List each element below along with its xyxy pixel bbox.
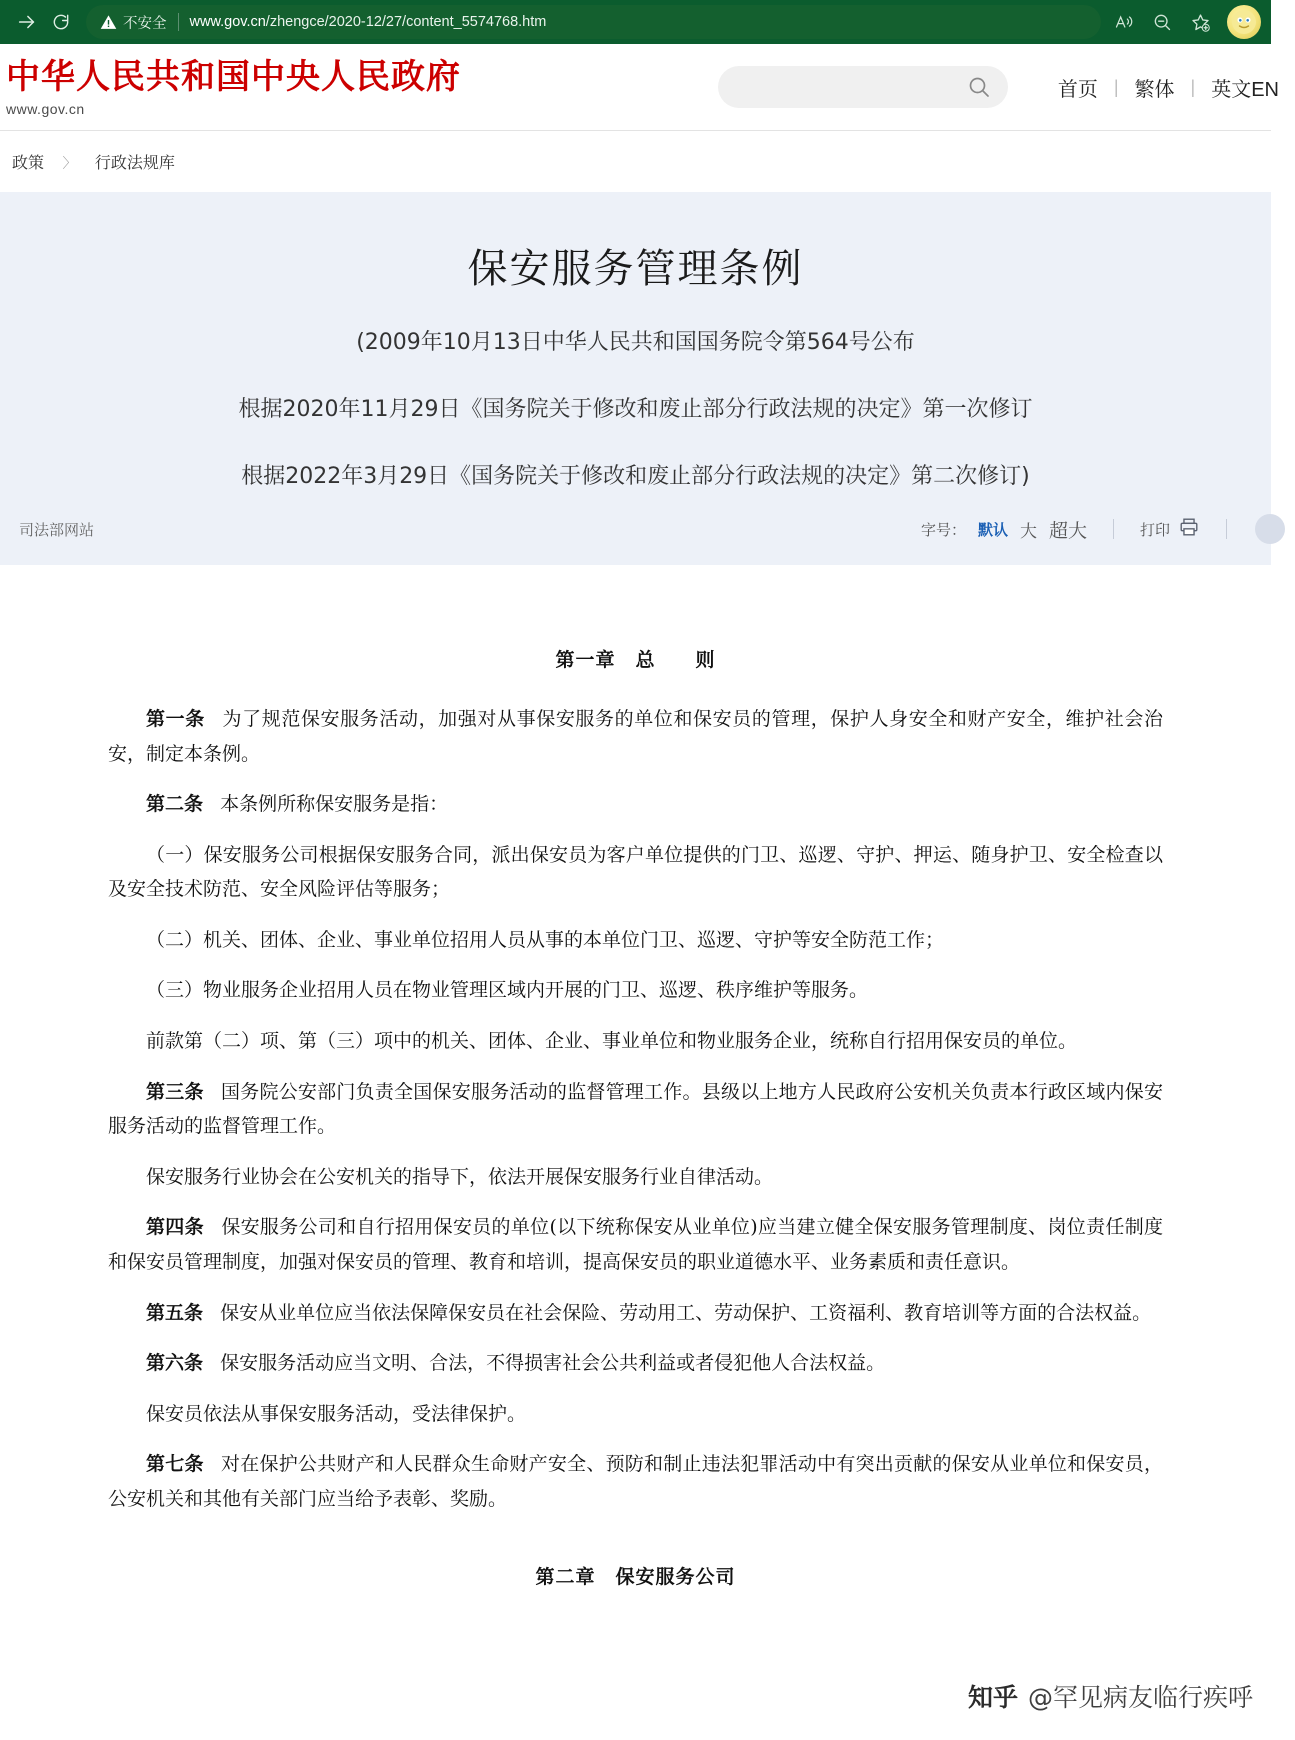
reload-button[interactable] [44, 5, 78, 39]
zhihu-logo: 知乎 [967, 1683, 1018, 1712]
forward-button[interactable] [10, 5, 44, 39]
document-title-block [0, 192, 1271, 493]
article-text: 保安服务活动应当文明、合法，不得损害社会公共利益或者侵犯他人合法权益。 [220, 1352, 886, 1375]
document-subtitle-line-1: (2009年10月13日中华人民共和国国务院令第564号公布 [356, 330, 915, 355]
watermark-username: @罕见病友临行疾呼 [1027, 1683, 1253, 1712]
site-logo[interactable] [6, 57, 461, 116]
add-favorite-icon[interactable] [1183, 5, 1217, 39]
zoom-out-icon[interactable] [1145, 5, 1179, 39]
article-text: （二）机关、团体、企业、事业单位招用人员从事的本单位门卫、巡逻、守护等安全防范工作； [146, 928, 945, 951]
source-label [0, 519, 1, 540]
article-text: 保安服务公司和自行招用保安员的单位(以下统称保安从业单位)应当建立健全保安服务管理制度、岗位责任制度和保安员管理制度，加强对保安员的管理、教育和培训，提高保安员的职业道德水平、业务素质和责任意识。 [108, 1216, 1163, 1273]
header-right-group [718, 66, 1279, 108]
search-icon[interactable] [966, 74, 992, 100]
site-logo-domain: www.gov.cn [6, 100, 85, 117]
url-path: /zhengce/2020-12/27/content_5574768.htm [265, 14, 547, 30]
page-title: 保安服务管理条例 [467, 246, 804, 292]
article-paragraph [108, 973, 1163, 1008]
print-label: 打印 [1139, 521, 1170, 539]
site-search[interactable] [718, 66, 1008, 108]
nav-link-english[interactable]: 英文EN [1211, 78, 1279, 101]
browser-actions [1107, 5, 1261, 39]
article-paragraph [108, 702, 1163, 771]
article-paragraph [108, 1447, 1163, 1516]
breadcrumb-item-policy[interactable]: 政策 [12, 155, 45, 172]
article-paragraph [108, 1346, 1163, 1381]
font-size-large-button[interactable]: 大 [1019, 521, 1037, 541]
article-number: 第三条 [146, 1080, 204, 1103]
chapter-heading-1: 第一章 总 则 [555, 649, 716, 671]
toolbar-divider-1 [1113, 519, 1114, 539]
article-paragraph [108, 1024, 1163, 1059]
nav-divider-2: | [1190, 76, 1196, 97]
article-paragraph [108, 1210, 1163, 1279]
omnibox-divider [178, 13, 179, 31]
article-text: （一）保安服务公司根据保安服务合同，派出保安员为客户单位提供的门卫、巡逻、守护、押运、随身护卫、安全检查以及安全技术防范、安全风险评估等服务； [108, 843, 1163, 901]
article-text: （三）物业服务企业招用人员在物业管理区域内开展的门卫、巡逻、秩序维护等服务。 [146, 979, 869, 1002]
header-nav [1042, 73, 1295, 102]
article-text: 对在保护公共财产和人民群众生命财产安全、预防和制止违法犯罪活动中有突出贡献的保安从业单位和保安员，公安机关和其他有关部门应当给予表彰、奖励。 [108, 1453, 1163, 1510]
article-paragraph [108, 1160, 1163, 1195]
nav-link-traditional[interactable]: 繁体 [1134, 78, 1175, 101]
source-info [0, 519, 94, 540]
document-subtitle-line-3: 根据2022年3月29日《国务院关于修改和废止部分行政法规的决定》第二次修订) [241, 464, 1030, 489]
source-name: 司法部网站 [19, 521, 95, 539]
article-paragraph [108, 787, 1163, 822]
article-paragraph [108, 923, 1163, 958]
url-host: www.gov.cn [189, 14, 266, 30]
article-text: 保安从业单位应当依法保障保安员在社会保险、劳动用工、劳动保护、工资福利、教育培训等方面的合法权益。 [220, 1301, 1152, 1324]
article-text: 前款第（二）项、第（三）项中的机关、团体、企业、事业单位和物业服务企业，统称自行招用保安员的单位。 [146, 1030, 1078, 1053]
toolbar-actions [921, 514, 1271, 544]
document-body [0, 645, 1271, 1589]
article-text: 保安服务行业协会在公安机关的指导下，依法开展保安服务行业自律活动。 [146, 1165, 774, 1188]
document-toolbar [0, 493, 1271, 565]
search-input[interactable] [734, 79, 966, 96]
read-aloud-icon[interactable] [1107, 5, 1141, 39]
printer-icon [1170, 516, 1200, 542]
address-bar[interactable] [86, 5, 1101, 39]
article-paragraph [108, 838, 1163, 907]
breadcrumb-separator: 〉 [62, 155, 77, 171]
font-size-label: 字号： [920, 521, 966, 539]
breadcrumb-item-regulations[interactable]: 行政法规库 [94, 155, 175, 172]
toolbar-divider-2 [1226, 519, 1227, 539]
breadcrumb [12, 150, 175, 173]
article-paragraph [108, 1397, 1163, 1432]
nav-divider-1: | [1113, 76, 1119, 97]
site-logo-title: 中华人民共和国中央人民政府 [6, 57, 461, 98]
font-size-xlarge-button[interactable]: 超大 [1048, 520, 1087, 542]
article-number: 第七条 [146, 1453, 204, 1476]
security-status-label: 不安全 [123, 15, 167, 32]
browser-toolbar [0, 0, 1271, 44]
article-number: 第六条 [146, 1352, 204, 1375]
address-bar-url [190, 14, 547, 30]
article-number: 第二条 [146, 793, 204, 816]
article-number: 第一条 [146, 708, 205, 730]
article-text: 本条例所称保安服务是指： [220, 793, 449, 816]
breadcrumb-bar [0, 130, 1271, 192]
profile-avatar[interactable] [1227, 5, 1261, 39]
article-paragraph [108, 1296, 1163, 1331]
chapter-heading-2: 第二章 保安服务公司 [535, 1566, 736, 1589]
font-size-default-button[interactable]: 默认 [977, 521, 1008, 539]
site-header [0, 44, 1279, 130]
warning-triangle-icon [100, 14, 117, 31]
article-number: 第五条 [146, 1301, 204, 1324]
watermark [968, 1678, 1253, 1714]
article-text: 国务院公安部门负责全国保安服务活动的监督管理工作。县级以上地方人民政府公安机关负责本行政区域内保安服务活动的监督管理工作。 [108, 1080, 1163, 1138]
article-text: 保安员依法从事保安服务活动，受法律保护。 [146, 1402, 527, 1425]
article-text: 为了规范保安服务活动，加强对从事保安服务的单位和保安员的管理，保护人身安全和财产安全，维护社会治安，制定本条例。 [108, 708, 1163, 765]
article-number: 第四条 [146, 1216, 204, 1239]
share-button[interactable] [1255, 514, 1285, 544]
article-paragraph [108, 1075, 1163, 1144]
document-subtitle-line-2: 根据2020年11月29日《国务院关于修改和废止部分行政法规的决定》第一次修订 [238, 397, 1033, 422]
nav-link-home[interactable]: 首页 [1057, 78, 1098, 101]
print-button[interactable] [1140, 516, 1200, 542]
